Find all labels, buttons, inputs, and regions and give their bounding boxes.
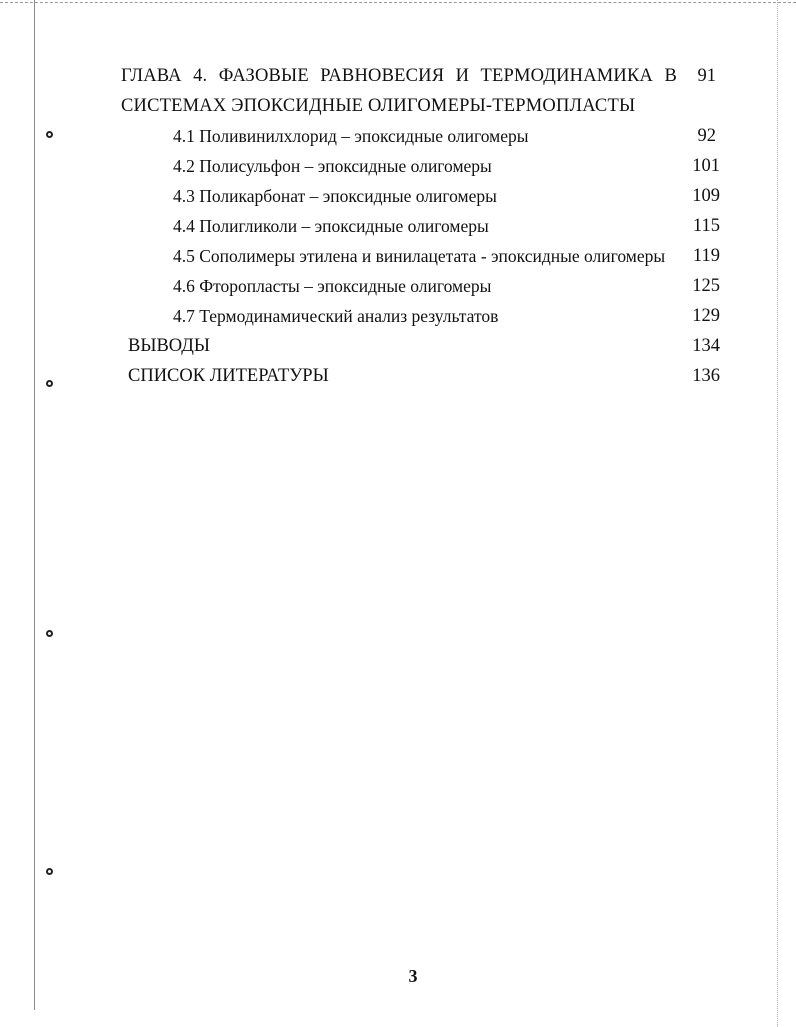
toc-section-title: 4.2 Полисульфон – эпоксидные олигомеры xyxy=(173,156,492,176)
toc-section-page: 119 xyxy=(692,246,720,266)
toc-section-title: 4.7 Термодинамический анализ результатов xyxy=(173,306,499,326)
toc-section-page: 129 xyxy=(692,306,720,326)
toc-section-title: 4.1 Поливинилхлорид – эпоксидные олигомеры xyxy=(173,126,529,146)
chapter-page-number: 91 xyxy=(697,66,716,86)
toc-section-title: 4.6 Фторопласты – эпоксидные олигомеры xyxy=(173,276,492,296)
toc-section-page: 101 xyxy=(692,156,720,176)
toc-section-page: 125 xyxy=(692,276,720,296)
punch-hole-mark xyxy=(46,131,53,138)
toc-conclusions-page: 134 xyxy=(692,336,720,356)
scan-left-edge xyxy=(34,0,35,1010)
scan-right-edge xyxy=(777,0,778,1027)
chapter-title-line1: ГЛАВА 4. ФАЗОВЫЕ РАВНОВЕСИЯ И ТЕРМОДИНАМИКА В xyxy=(121,66,677,86)
toc-conclusions-title: ВЫВОДЫ xyxy=(128,336,211,356)
scan-top-edge xyxy=(0,2,796,3)
toc-section-title: 4.4 Полигликоли – эпоксидные олигомеры xyxy=(173,216,489,236)
toc-references-page: 136 xyxy=(692,366,720,386)
toc-references-title: СПИСОК ЛИТЕРАТУРЫ xyxy=(128,366,329,386)
toc-section-page: 109 xyxy=(692,186,720,206)
toc-section-title: 4.3 Поликарбонат – эпоксидные олигомеры xyxy=(173,186,497,206)
page-number: 3 xyxy=(408,966,418,986)
punch-hole-mark xyxy=(46,868,53,875)
chapter-title-line2: СИСТЕМАХ ЭПОКСИДНЫЕ ОЛИГОМЕРЫ-ТЕРМОПЛАСТЫ xyxy=(121,96,636,116)
punch-hole-mark xyxy=(46,380,53,387)
toc-section-page: 115 xyxy=(692,216,720,236)
punch-hole-mark xyxy=(46,630,53,637)
toc-section-title: 4.5 Сополимеры этилена и винилацетата - эпоксидные олигомеры xyxy=(173,246,666,266)
toc-section-page: 92 xyxy=(697,126,716,146)
